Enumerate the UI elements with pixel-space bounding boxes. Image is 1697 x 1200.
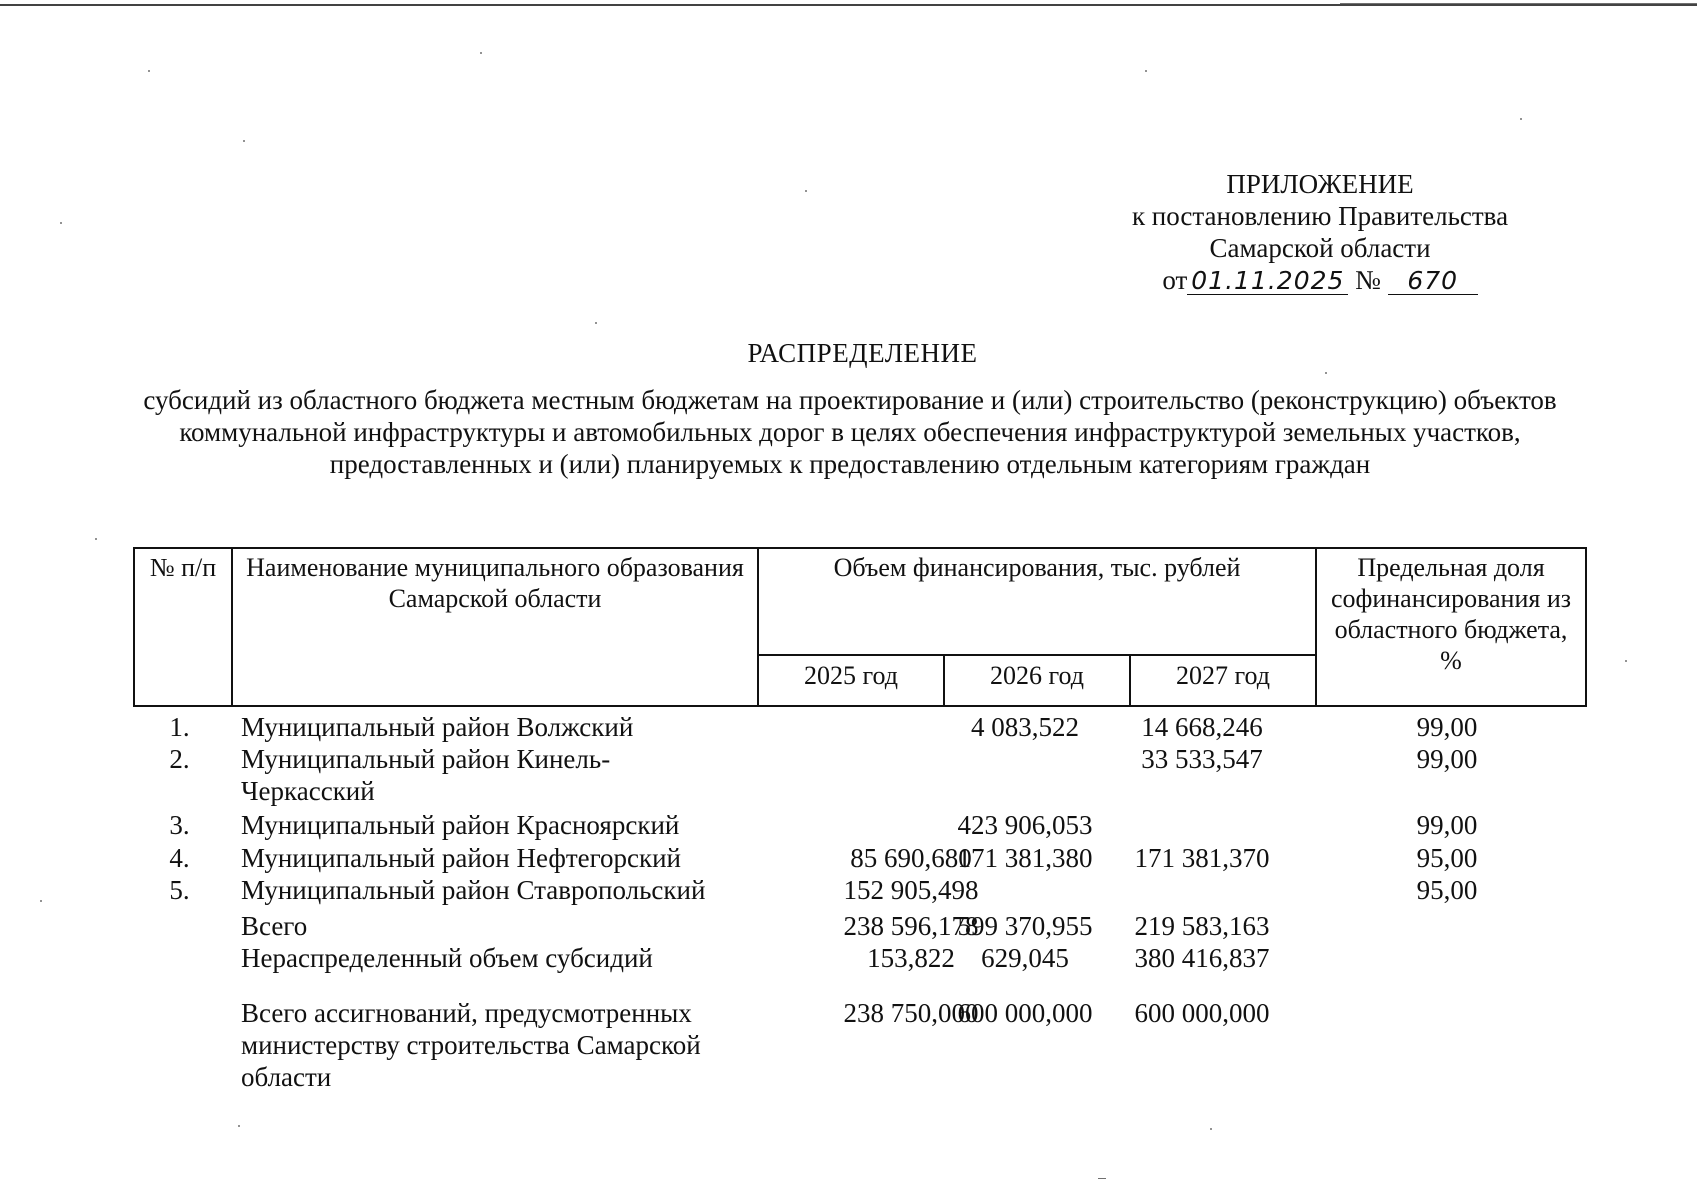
number-sign: № (1355, 265, 1381, 295)
row-share: 99,00 (1416, 810, 1478, 840)
undistributed-2025: 153,822 (867, 943, 955, 973)
row-share: 95,00 (1416, 875, 1478, 905)
row-share: 99,00 (1416, 744, 1478, 774)
row-share: 95,00 (1416, 843, 1478, 873)
allocations-2026: 600 000,000 (957, 998, 1093, 1028)
total-2027: 219 583,163 (1134, 911, 1270, 941)
row-2027: 33 533,547 (1141, 744, 1263, 774)
appendix-line-2: Самарской области (1209, 233, 1431, 263)
scan-dash (1098, 1178, 1106, 1179)
header-year-2027: 2027 год (1130, 655, 1316, 706)
row-2027: 171 381,370 (1134, 843, 1270, 873)
header-number: № п/п (134, 548, 232, 706)
scan-speck (1325, 372, 1327, 374)
document-title: РАСПРЕДЕЛЕНИЕ (747, 338, 978, 368)
scan-speck (60, 222, 62, 224)
allocations-label: Всего ассигнований, предусмотренных министерству строительства Самарской области (241, 998, 701, 1092)
header-year-2025: 2025 год (758, 655, 944, 706)
appendix-block (1040, 168, 1600, 296)
header-volume: Объем финансирования, тыс. рублей (758, 548, 1316, 655)
row-2026: 171 381,380 (957, 843, 1093, 873)
row-2027: 14 668,246 (1141, 712, 1263, 742)
scan-speck (1145, 70, 1147, 72)
header-year-2026: 2026 год (944, 655, 1130, 706)
row-number: 2. (169, 744, 190, 774)
row-number: 1. (169, 712, 190, 742)
row-number: 3. (169, 810, 190, 840)
row-name: Муниципальный район Красноярский (241, 810, 680, 840)
total-2026: 599 370,955 (957, 911, 1093, 941)
row-name: Муниципальный район Ставропольский (241, 875, 706, 905)
row-name: Муниципальный район Волжский (241, 712, 634, 742)
scan-speck (1520, 118, 1522, 120)
row-2025: 152 905,498 (843, 875, 979, 905)
scan-speck (95, 538, 97, 540)
scan-speck (40, 900, 42, 902)
scan-speck (243, 140, 245, 142)
appendix-line-1: к постановлению Правительства (1131, 201, 1509, 231)
row-2026: 423 906,053 (957, 810, 1093, 840)
handwritten-number: 670 (1388, 268, 1478, 295)
distribution-table-header (133, 547, 1587, 707)
scan-speck (148, 70, 150, 72)
appendix-title: ПРИЛОЖЕНИЕ (1226, 169, 1414, 199)
header-row-top (134, 548, 1586, 655)
scan-speck (805, 190, 807, 192)
undistributed-2026: 629,045 (981, 943, 1069, 973)
header-name: Наименование муниципального образования Самарской области (232, 548, 758, 706)
header-share: Предельная доля софинансирования из областного бюджета, % (1316, 548, 1586, 706)
row-name: Муниципальный район Нефтегорский (241, 843, 682, 873)
total-label: Всего (241, 911, 308, 941)
total-2025: 238 596,178 (843, 911, 979, 941)
allocations-2027: 600 000,000 (1134, 998, 1270, 1028)
handwritten-date: 01.11.2025 (1187, 268, 1348, 295)
scan-speck (238, 1125, 240, 1127)
scan-dash (1340, 3, 1697, 4)
undistributed-label: Нераспределенный объем субсидий (241, 943, 653, 973)
document-subtitle: субсидий из областного бюджета местным бюджетам на проектирование и (или) строительство (реконструкцию) объектов коммунальной инфраструктуры и автомобильных дорог в целях обеспечения инфраструктурой земельных участков, предоставленных и (или) планируемых к предоставлению отдельным категориям граждан (143, 385, 1557, 479)
scan-speck (595, 322, 597, 324)
scan-speck (1210, 1128, 1212, 1130)
allocations-2025: 238 750,000 (843, 998, 979, 1028)
row-2026: 4 083,522 (971, 712, 1079, 742)
undistributed-2027: 380 416,837 (1134, 943, 1270, 973)
row-number: 5. (169, 875, 190, 905)
row-number: 4. (169, 843, 190, 873)
scan-edge-line (0, 4, 1697, 6)
row-name: Муниципальный район Кинель-Черкасский (241, 744, 611, 806)
appendix-date-number-line (1040, 264, 1600, 296)
scan-speck (1625, 660, 1627, 662)
row-share: 99,00 (1416, 712, 1478, 742)
row-2025: 85 690,680 (850, 843, 972, 873)
scan-speck (480, 52, 482, 54)
date-prefix: от (1162, 265, 1188, 295)
